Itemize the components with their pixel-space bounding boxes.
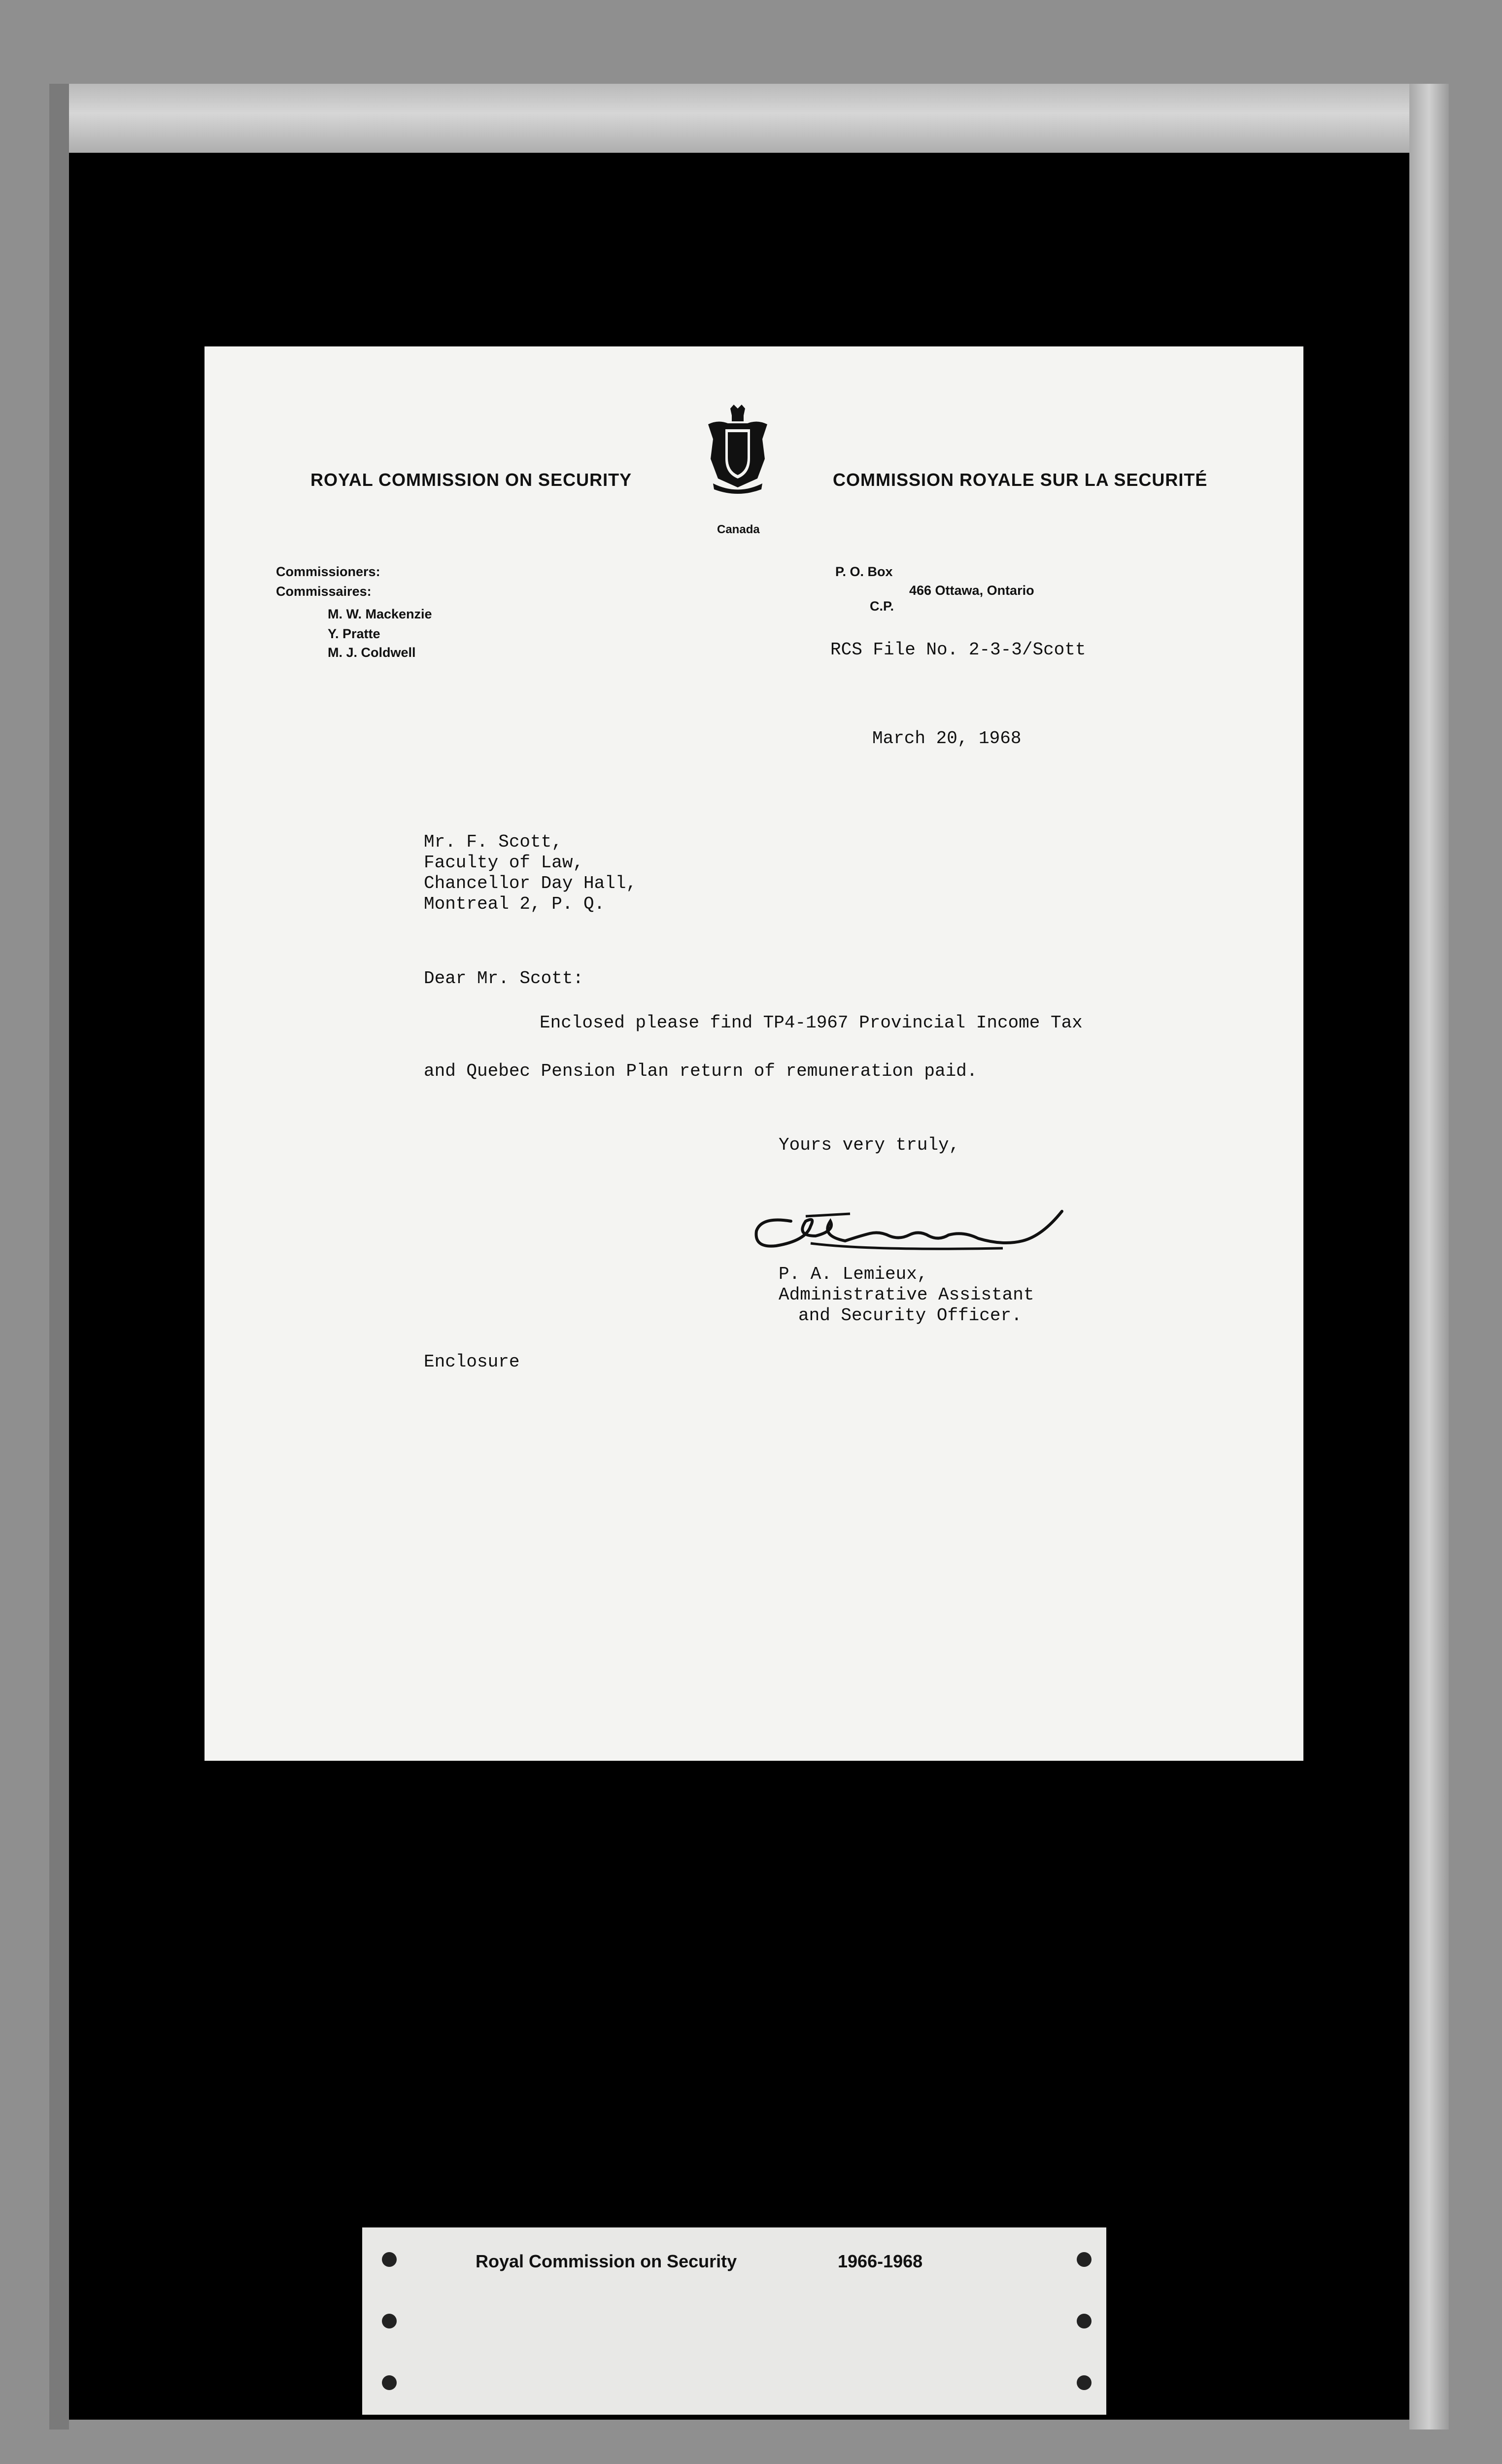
commissioners-label-fr: Commissaires: — [276, 584, 372, 599]
film-strip-left — [49, 84, 69, 2430]
enclosure-note: Enclosure — [424, 1352, 520, 1372]
canada-coat-of-arms-icon — [703, 405, 772, 496]
recipient-line: Montreal 2, P. Q. — [424, 894, 605, 914]
crest-caption: Canada — [717, 523, 760, 536]
label-years: 1966-1968 — [838, 2251, 923, 2271]
commissioners-label-en: Commissioners: — [276, 564, 380, 579]
handwritten-signature — [747, 1201, 1072, 1266]
perforation-hole — [382, 2252, 397, 2267]
body-line: Enclosed please find TP4-1967 Provincial Income Tax — [540, 1013, 1083, 1033]
salutation: Dear Mr. Scott: — [424, 968, 584, 989]
letter-page — [205, 346, 1303, 1761]
film-strip-right — [1409, 84, 1449, 2430]
signatory-title: Administrative Assistant — [779, 1285, 1034, 1305]
letter-date: March 20, 1968 — [872, 728, 1022, 749]
recipient-line: Mr. F. Scott, — [424, 832, 562, 852]
body-line: and Quebec Pension Plan return of remuneration paid. — [424, 1061, 978, 1081]
letterhead-french: COMMISSION ROYALE SUR LA SECURITÉ — [833, 470, 1208, 490]
recipient-line: Faculty of Law, — [424, 853, 584, 873]
cp-label: C.P. — [870, 599, 894, 614]
microfilm-label — [362, 2227, 1106, 2415]
commissioner-name: M. J. Coldwell — [328, 645, 416, 660]
perforation-hole — [1077, 2252, 1092, 2267]
perforation-hole — [1077, 2375, 1092, 2390]
signatory-name: P. A. Lemieux, — [779, 1264, 928, 1284]
label-title: Royal Commission on Security — [476, 2251, 737, 2271]
closing: Yours very truly, — [779, 1135, 960, 1155]
perforation-hole — [1077, 2314, 1092, 2328]
signatory-title: and Security Officer. — [798, 1305, 1022, 1326]
po-box-label: P. O. Box — [835, 564, 893, 579]
perforation-hole — [382, 2314, 397, 2328]
address-city: 466 Ottawa, Ontario — [909, 583, 1034, 598]
letterhead-english: ROYAL COMMISSION ON SECURITY — [310, 470, 632, 490]
commissioner-name: M. W. Mackenzie — [328, 607, 432, 621]
film-strip-top — [49, 84, 1444, 158]
commissioner-name: Y. Pratte — [328, 626, 380, 641]
file-reference: RCS File No. 2-3-3/Scott — [830, 640, 1086, 660]
perforation-hole — [382, 2375, 397, 2390]
recipient-line: Chancellor Day Hall, — [424, 873, 637, 893]
